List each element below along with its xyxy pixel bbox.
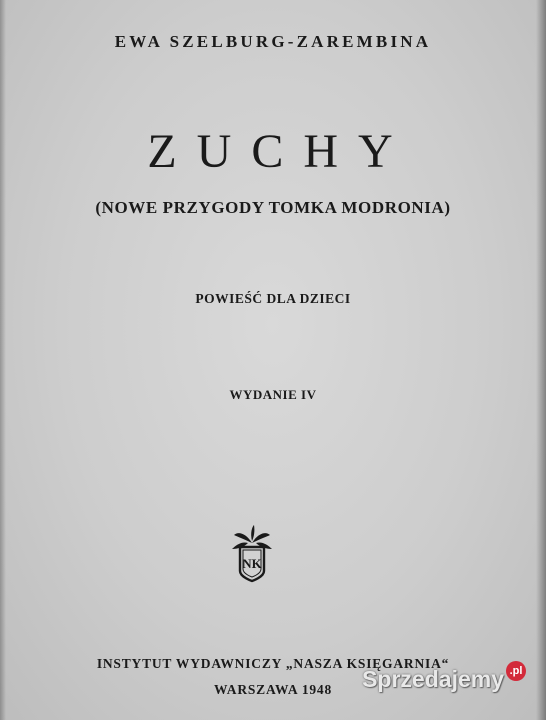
edition-label: WYDANIE IV <box>229 387 317 402</box>
publication-place-year: WARSZAWA 1948 <box>213 682 333 697</box>
book-subtitle: (NOWE PRZYGODY TOMKA MODRONIA) <box>95 198 451 217</box>
publisher-emblem-icon <box>228 523 276 583</box>
watermark-text: Sprzedajemy <box>362 666 504 692</box>
author-name: EWA SZELBURG-ZAREMBINA <box>114 32 432 51</box>
site-watermark <box>362 666 526 693</box>
book-genre: POWIEŚĆ DLA DZIECI <box>195 291 351 306</box>
book-title: ZUCHY <box>147 125 413 178</box>
publisher-name: INSTYTUT WYDAWNICZY „NASZA KSIĘGARNIA“ <box>96 656 450 671</box>
watermark-badge-icon: .pl <box>506 661 526 681</box>
publisher-monogram: NK <box>242 556 262 571</box>
